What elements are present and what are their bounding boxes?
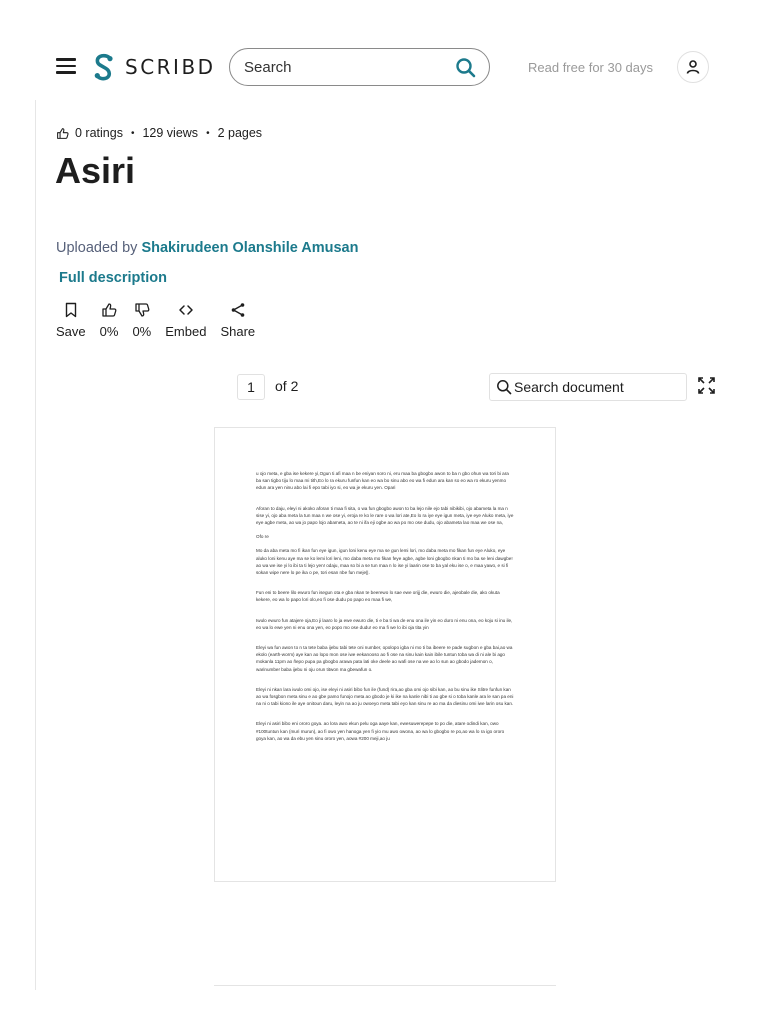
page-paragraph: Fun eni to beere lilo ewuro fun isegun ota e gba nkan te beerewo lo sae ewe orijj die, ewuro die, ajeobale die, ako okuta kekere, eo wa lo papo lori olo,eo fi ose dudu po papo eo maa fi we, — [256, 590, 500, 603]
downvote-percent: 0% — [132, 324, 152, 339]
document-search-bar[interactable] — [489, 373, 687, 401]
page-paragraph: Ofo re — [256, 534, 269, 540]
upvote-button[interactable] — [100, 302, 119, 339]
search-icon — [496, 379, 512, 395]
page-total: of 2 — [275, 378, 299, 394]
read-free-link[interactable]: Read free for 30 days — [528, 60, 654, 75]
uploaded-by-label: Uploaded by — [56, 240, 138, 256]
document-page — [214, 427, 556, 882]
upvote-percent: 0% — [99, 324, 119, 339]
search-icon[interactable] — [455, 57, 477, 79]
thumbs-up-icon — [56, 127, 69, 140]
separator-dot: • — [130, 127, 135, 139]
document-title: Asiri — [55, 150, 136, 191]
document-search-input[interactable] — [514, 379, 684, 395]
embed-button[interactable] — [165, 302, 206, 339]
page-paragraph: Eleyi ni asiri bibo eni ororo goya. ao lora awo ekun pelu oga aaye kan, ewesuwerepepe to po die, atare odindi kan, owo #100tuntun kan (muri murun), ao fi owo yen hanoga yen fi yio mu awo owona, ao wa lo gbogbo re po,ao wa lo ra igo ororo goya kan, ao wa da ebu yen sinu ororo yen, aowa #200 meji,ao ju — [256, 721, 505, 741]
page-paragraph: Eleyi wa fun awon to n ta tete baba ijebu tabi tete oni number, opolopo igba ni mo ti ba ibeere re pade sugbon e gba bai,ao wa ekolo (earth-worm) aye kan ao lopo mon ose iwe eekanooso ao fi ose na sinu kain kain ibile tuntun toba wa di ni ale bi ago mokanla 11pm ao ñepo pupa pa gbogbo arawa pata lati oke deele ao wafi ose na we ao lo sun ao gbodo jademon o, warinumber baba ijebu ni oju orun titwon ma gbewafun o. — [256, 645, 513, 672]
logo-text: SCRIBD — [125, 55, 216, 79]
save-button[interactable] — [56, 302, 86, 339]
document-stats — [56, 126, 262, 140]
full-description-link[interactable]: Full description — [59, 270, 167, 286]
embed-icon — [178, 302, 194, 318]
hamburger-menu-icon[interactable] — [56, 58, 76, 74]
share-label: Share — [220, 324, 256, 339]
downvote-button[interactable] — [132, 302, 151, 339]
search-bar[interactable] — [229, 48, 490, 86]
action-bar — [56, 302, 269, 339]
left-divider — [35, 100, 36, 990]
fullscreen-icon[interactable] — [698, 377, 715, 394]
embed-label: Embed — [165, 324, 207, 339]
ratings-count: 0 ratings — [75, 126, 123, 140]
page-paragraph: Aforan to daju, eleyi ni akoko aforan ti maa fi sita, o wa fun gbogbo awon to ba lejo nile ejo tabi nibikibi, ojo abameta la ma n sise yi, ojo aba meta la tun maa n we ose yi, eroja re ko le rare o wa lori ate,Eo lo ra iye eye igun meta, iye eye Aluko meta, iye eye agbe meta, ao wa jo papo lojo abameta, ao te ni ifa eji ogbe ao wa po mo ose dudu, ojo abameta lao maa we ose na, — [256, 505, 514, 526]
share-button[interactable] — [220, 302, 255, 339]
page-paragraph: Iwulo ewuro fun atajere oja,Eo ji laaro lo ja ewe ewuro die, ti e ba ti wa de enu ona ile yin eo duro ni enu ona, eo koju si inu ile, eo wa lo ewe yen ni enu ona yen, eo popo mo ose dudu! eo ma fi we lo ibi oja tita yin — [256, 617, 513, 630]
save-label: Save — [56, 324, 86, 339]
page-paragraph: Eleyi ni nkan lara iwulo omi ojo, ise eleyi ni asiri bibo fun ile (fund) rira,ao gba omi ojo sibi kan, ao bu sinu ike Slitre funfun kan ao wa fosgbon meta sinu e ao gbe pamo funojo meta ao gbodo je ki ike na kanle nibi ti ao gbe si o toba kanle ara le san pa eni na ni o tabi kiono ile aye onitoun daru, leyin na ao ju owoeyo meta tabi eyo kan sinu re ao ma da diesinu omi iwe larin osu kan. — [256, 686, 514, 707]
uploaded-by — [56, 240, 358, 256]
page-paragraph: Mo da aba meta mo fi ikan fun eye igun, igun loni kenu eye ma se gun lemi lori, mo daba meta mo fikan fun eye Aluko, eye aluko loni kenu aye ma se ko lemi lori leni, mo daba meta mo fikan feye agbe, agbe loni gbogbo nkan ti mo ba se leni dawgbe! ao wa we ise yi lo ibi ta ti lejo yen! odaju, maa so bi a se tun maa n lo ise yi laarin ose to ba yal eku ise o, e maa yawo, e si fi sokan wipe nere lo pe ika o pe, tori esan nbe fun meje||. — [256, 548, 513, 576]
thumbs-up-icon — [101, 302, 117, 318]
bookmark-icon — [63, 302, 79, 318]
share-icon — [230, 302, 246, 318]
views-count: 129 views — [142, 126, 199, 140]
separator-dot: • — [206, 127, 210, 139]
page-number-input[interactable]: 1 — [237, 374, 265, 400]
scribd-logo-icon — [93, 53, 115, 81]
author-link[interactable]: Shakirudeen Olanshile Amusan — [141, 240, 359, 256]
page-paragraph: u ojo meta, e gba ise kekere yi,Ogun ti afi maa n be eniyan soro ni, eru maa ba gbogbo awon to ba n gbo ohun wa tori bi ara ba san tigbo tiju lo maa mi tith,Eo lo ra ekuru funfun kan eo wa bo sinu abo eo wa fi edun ara kan so eo wa ro ekuru yenmo edun ara yen ninu abo lai fi epo tabi iyo si, eo wa je ekuru yen. Opari — [256, 471, 509, 491]
scribd-logo[interactable] — [93, 52, 216, 82]
top-header — [0, 0, 768, 100]
next-page-edge — [214, 985, 556, 986]
pages-count: 2 pages — [217, 126, 263, 140]
user-icon — [685, 59, 701, 75]
search-input[interactable] — [244, 59, 439, 76]
user-account-button[interactable] — [677, 51, 709, 83]
thumbs-down-icon — [134, 302, 150, 318]
